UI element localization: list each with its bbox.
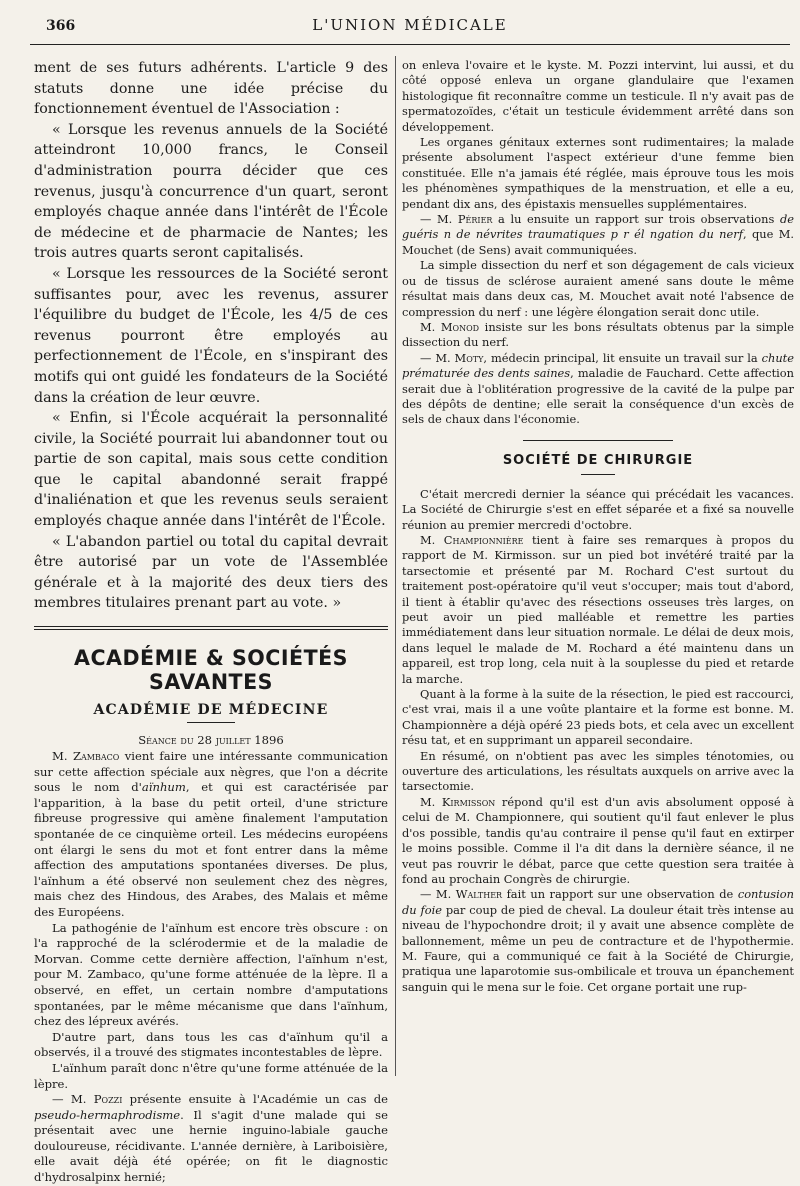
paragraph: « L'abandon partiel ou total du capital devrait être autorisé par un vote de l'Assemblée générale et à la majorité des deux tiers des membres titulaires prenant part au vote. » xyxy=(34,533,388,612)
paragraph xyxy=(34,1092,388,1186)
paragraph xyxy=(34,749,388,921)
paragraph: « Lorsque les revenus annuels de la Société atteindront 10,000 francs, le Conseil d'administration pourra décider que ces revenus, jusqu'à concurrence d'un quart, seront employés chaque année dans l'intérêt de l'École de médecine et de pharmacie de Nantes; les trois autres quarts seront capitalisés. xyxy=(34,121,388,262)
paragraph: La simple dissection du nerf et son dégagement de cals vicieux ou de tissus de sclérose auraient amené sans doute le même résultat mais dans deux cas, M. Mouchet avait noté l'absence de compression du nerf : une légère élongation serait donc utile. xyxy=(402,258,794,319)
paragraph xyxy=(402,351,794,428)
author-name: — M. Périer xyxy=(420,212,493,227)
italic-term: contusion du foie xyxy=(402,887,794,917)
paragraph: « Lorsque les ressources de la Société seront suffisantes pour, avec les revenus, assurer l'équilibre du budget de l'École, les 4/5 de ces revenus pourront être employés au perfectionnement de l'École, en s'inspirant des motifs qui ont guidé les fondateurs de la Société dans la création de leur œuvre. xyxy=(34,265,388,406)
paragraph xyxy=(402,533,794,687)
section-title: SOCIÉTÉ DE CHIRURGIE xyxy=(502,452,694,468)
text-span: , médecin principal, lit ensuite un travail sur la xyxy=(483,350,762,365)
journal-title: L'UNION MÉDICALE xyxy=(312,16,508,34)
left-column xyxy=(34,58,388,1186)
author-name: — M. Pozzi xyxy=(52,1092,123,1107)
author-name: M. Championnière xyxy=(420,532,524,547)
italic-term: de guéris n de névrites traumatiques p r él ngation du nerf xyxy=(402,212,794,242)
text-span: , et qui est caractérisée par l'apparition, à la base du petit orteil, d'une stricture fibreuse progressive qui amène finalement l'amputation spontanée de ce cinquième orteil. Les médecins européens ont élargi le sens du mot et font entrer dans la même affection des amputations spontanées diverses. De plus, l'aïnhum a été observé non seulement chez des nègres, mais chez des Hindous, des Arabes, des Malais et même des Européens. xyxy=(34,780,388,919)
text-span: présente ensuite à l'Académie un cas de xyxy=(122,1092,388,1107)
text-span: a lu ensuite un rapport sur trois observations xyxy=(492,212,780,227)
paragraph: Les organes génitaux externes sont rudimentaires; la malade présente absolument l'aspect extérieur d'une femme bien constituée. Elle n'a jamais été réglée, mais éprouve tous les mois les phénomènes sympathiques de la menstruation, et elle a eu, pendant dix ans, des épistaxis mensuelles supplémentaires. xyxy=(402,135,794,211)
paragraph xyxy=(402,212,794,258)
author-name: M. Zambaco xyxy=(52,749,120,764)
text-span: , maladie de Fauchard. Cette affection serait due à l'oblitération progressive de la cavité de la pulpe par des dépôts de dentine; elle serait la conséquence d'un excès de sels de chaux dans l'économie. xyxy=(402,366,794,427)
paragraph xyxy=(402,887,794,995)
text-span: vient faire une intéressante communication sur cette affection spéciale aux nègres, que l'on a décrite sous le nom d' xyxy=(34,749,389,795)
subsection-title: ACADÉMIE DE MÉDECINE xyxy=(93,702,329,719)
running-header xyxy=(30,14,790,40)
page-number: 366 xyxy=(46,18,76,34)
divider xyxy=(581,474,615,475)
italic-term: pseudo-hermaphrodisme xyxy=(34,1107,181,1122)
paragraph xyxy=(402,795,794,887)
author-name: — M. Walther xyxy=(420,887,503,902)
section-divider xyxy=(34,626,388,630)
paragraph: « Enfin, si l'École acquérait la personnalité civile, la Société pourrait lui abandonner tout ou partie de son capital, mais sous cette condition que le capital abandonné serait frappé d'inaliénation et que les revenus seuls seraient employés chaque année dans l'intérêt de l'École. xyxy=(34,410,388,530)
paragraph: on enleva l'ovaire et le kyste. M. Pozzi intervint, lui aussi, et du côté opposé enleva un organe glandulaire que l'examen histologique fit reconnaître comme un testicule. Il n'y avait pas de spermatozoïdes, c'était un testicule évidemment arrêté dans son développement. xyxy=(402,58,794,134)
text-span: insiste sur les bons résultats obtenus par la simple dissection du nerf. xyxy=(402,319,794,350)
author-name: M. Kirmisson xyxy=(420,794,496,809)
italic-term: chute prématurée des dents saines xyxy=(402,350,794,381)
italic-term: aïnhum xyxy=(141,780,186,795)
text-span: tient à faire ses remarques à propos du rapport de M. Kirmisson. sur un pied bot invétéré traité par la tarsectomie et présenté par M. Rochard C'est surtout du traitement post-opératoire qu'il veut s'occuper; mais tout d'abord, il tient à établir qu'avec des résections osseuses très larges, on peut avoir un pied malléable et remettre les parties immédiatement dans leur situation normale. Le délai de deux mois, dans lequel le malade de M. Rochard a été maintenu dans un appareil, est trop long, cela nuit à la souplesse du pied et retarde la marche. xyxy=(402,532,794,686)
divider xyxy=(187,722,235,723)
right-column xyxy=(402,58,794,995)
paragraph: C'était mercredi dernier la séance qui précédait les vacances. La Société de Chirurgie s'est en effet séparée et a fixé sa nouvelle réunion au premier mercredi d'octobre. xyxy=(402,486,794,532)
paragraph: L'aïnhum paraît donc n'être qu'une forme atténuée de la lèpre. xyxy=(34,1060,388,1091)
paragraph: En résumé, on n'obtient pas avec les simples ténotomies, ou ouverture des articulations, les résultats auxquels on arrive avec la tarsectomie. xyxy=(402,748,794,794)
divider xyxy=(523,440,673,441)
text-span: , que M. Mouchet (de Sens) avait communiquées. xyxy=(402,227,795,257)
section-title: ACADÉMIE & SOCIÉTÉS SAVANTES xyxy=(74,646,348,695)
paragraph: D'autre part, dans tous les cas d'aïnhum qu'il a observés, il a trouvé des stigmates incontestables de lèpre. xyxy=(34,1029,388,1060)
text-span: par coup de pied de cheval. La douleur était très intense au niveau de l'hypochondre droit; il y avait une absence complète de ballonnement, même un peu de contracture et de l'hypothermie. M. Faure, qui a communiqué ce fait à la Société de Chirurgie, pratiqua une laparotomie sus-ombilicale et trouva un épanchement sanguin qui le mena sur le foie. Cet organe portait une rup- xyxy=(402,902,794,994)
text-span: répond qu'il est d'un avis absolument opposé à celui de M. Championnere, qui soutient qu'il faut enlever le plus d'os possible, tandis qu'au contraire il pense qu'il faut en extirper le moins possible. Comme il l'a dit dans la dernière séance, il ne veut pas rouvrir le débat, parce que cette question sera traitée à fond au prochain Congrès de chirurgie. xyxy=(402,794,794,886)
paragraph: Quant à la forme à la suite de la résection, le pied est raccourci, c'est vrai, mais il a une voûte plantaire et la forme est bonne. M. Championnère a déjà opéré 23 pieds bots, et cela avec un excellent résu tat, et en supprimant un appareil secondaire. xyxy=(402,687,794,748)
column-separator xyxy=(395,56,396,1076)
text-span: fait un rapport sur une observation de xyxy=(502,887,738,902)
text-span: . Il s'agit d'une malade qui se présentait avec une hernie inguino-labiale gauche douloureuse, récidivante. L'année dernière, à Lariboisière, elle avait déjà été opérée; on fit le diagnostic d'hydrosalpinx hernié; xyxy=(34,1107,388,1185)
author-name: M. Monod xyxy=(420,319,480,334)
paragraph: ment de ses futurs adhérents. L'article 9 des statuts donne une idée précise du fonctionnement éventuel de l'Association : xyxy=(34,60,388,118)
author-name: — M. Moty xyxy=(420,350,484,365)
header-rule xyxy=(30,44,790,45)
session-date: Séance du 28 juillet 1896 xyxy=(138,733,284,748)
paragraph xyxy=(402,320,794,351)
paragraph: La pathogénie de l'aïnhum est encore très obscure : on l'a rapproché de la sclérodermie et de la maladie de Morvan. Comme cette dernière affection, l'aïnhum n'est, pour M. Zambaco, qu'une forme atténuée de la lèpre. Il a observé, en effet, un certain nombre d'amputations spontanées, par le même mécanisme que dans l'aïnhum, chez des lépreux avérés. xyxy=(34,920,388,1029)
